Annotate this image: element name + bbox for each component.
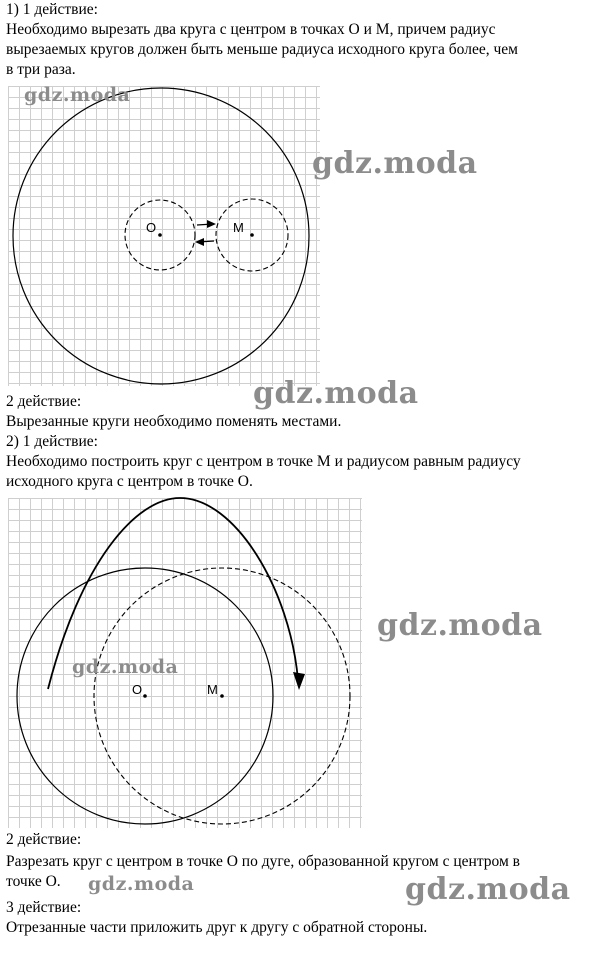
figure-2 — [0, 494, 606, 830]
point-o-dot — [143, 694, 147, 698]
figure-1-label-m: М — [233, 220, 244, 235]
watermark: gdz.moda — [377, 608, 543, 643]
part1-step2-heading: 2 действие: — [6, 393, 82, 410]
swap-arrow-left-icon — [195, 238, 214, 246]
part2-step3-text: Отрезанные части приложить друг к другу с обратной стороны. — [6, 919, 428, 936]
point-m-dot — [220, 694, 224, 698]
part2-step1-line1: Необходимо построить круг с центром в точке М и радиусом равным радиусу — [6, 453, 521, 470]
figure-2-label-o: О — [132, 682, 143, 697]
swap-arrow-right-icon — [197, 220, 216, 228]
part1-step1-line1: Необходимо вырезать два круга с центром в точках О и М, причем радиус — [6, 21, 496, 38]
watermark: gdz.moda — [405, 872, 571, 907]
part1-step2-text: Вырезанные круги необходимо поменять местами. — [6, 413, 342, 430]
watermark: gdz.moda — [253, 376, 419, 411]
figure-1-label-o: О — [146, 220, 157, 235]
watermark: gdz.moda — [88, 873, 195, 895]
figure-1-drawing — [0, 84, 606, 394]
watermark: gdz.moda — [72, 656, 179, 678]
part1-step1-line2: вырезаемых кругов должен быть меньше радиуса исходного круга более, чем — [6, 41, 518, 58]
part1-step1-heading: 1) 1 действие: — [6, 1, 98, 18]
point-o-dot — [158, 233, 162, 237]
part2-step2-line1: Разрезать круг с центром в точке О по дуге, образованной кругом с центром в — [6, 853, 520, 870]
part2-step1-heading: 2) 1 действие: — [6, 433, 98, 450]
figure-2-label-m: М — [207, 682, 218, 697]
part1-step1-line3: в три раза. — [6, 61, 76, 78]
part2-step2-line2: точке О. — [6, 873, 61, 890]
watermark: gdz.moda — [312, 146, 478, 181]
watermark: gdz.moda — [24, 84, 131, 106]
part2-step1-line2: исходного круга с центром в точке О. — [6, 473, 253, 490]
part2-step3-heading: 3 действие: — [6, 899, 82, 916]
part2-step2-heading: 2 действие: — [6, 831, 82, 848]
point-m-dot — [250, 233, 254, 237]
